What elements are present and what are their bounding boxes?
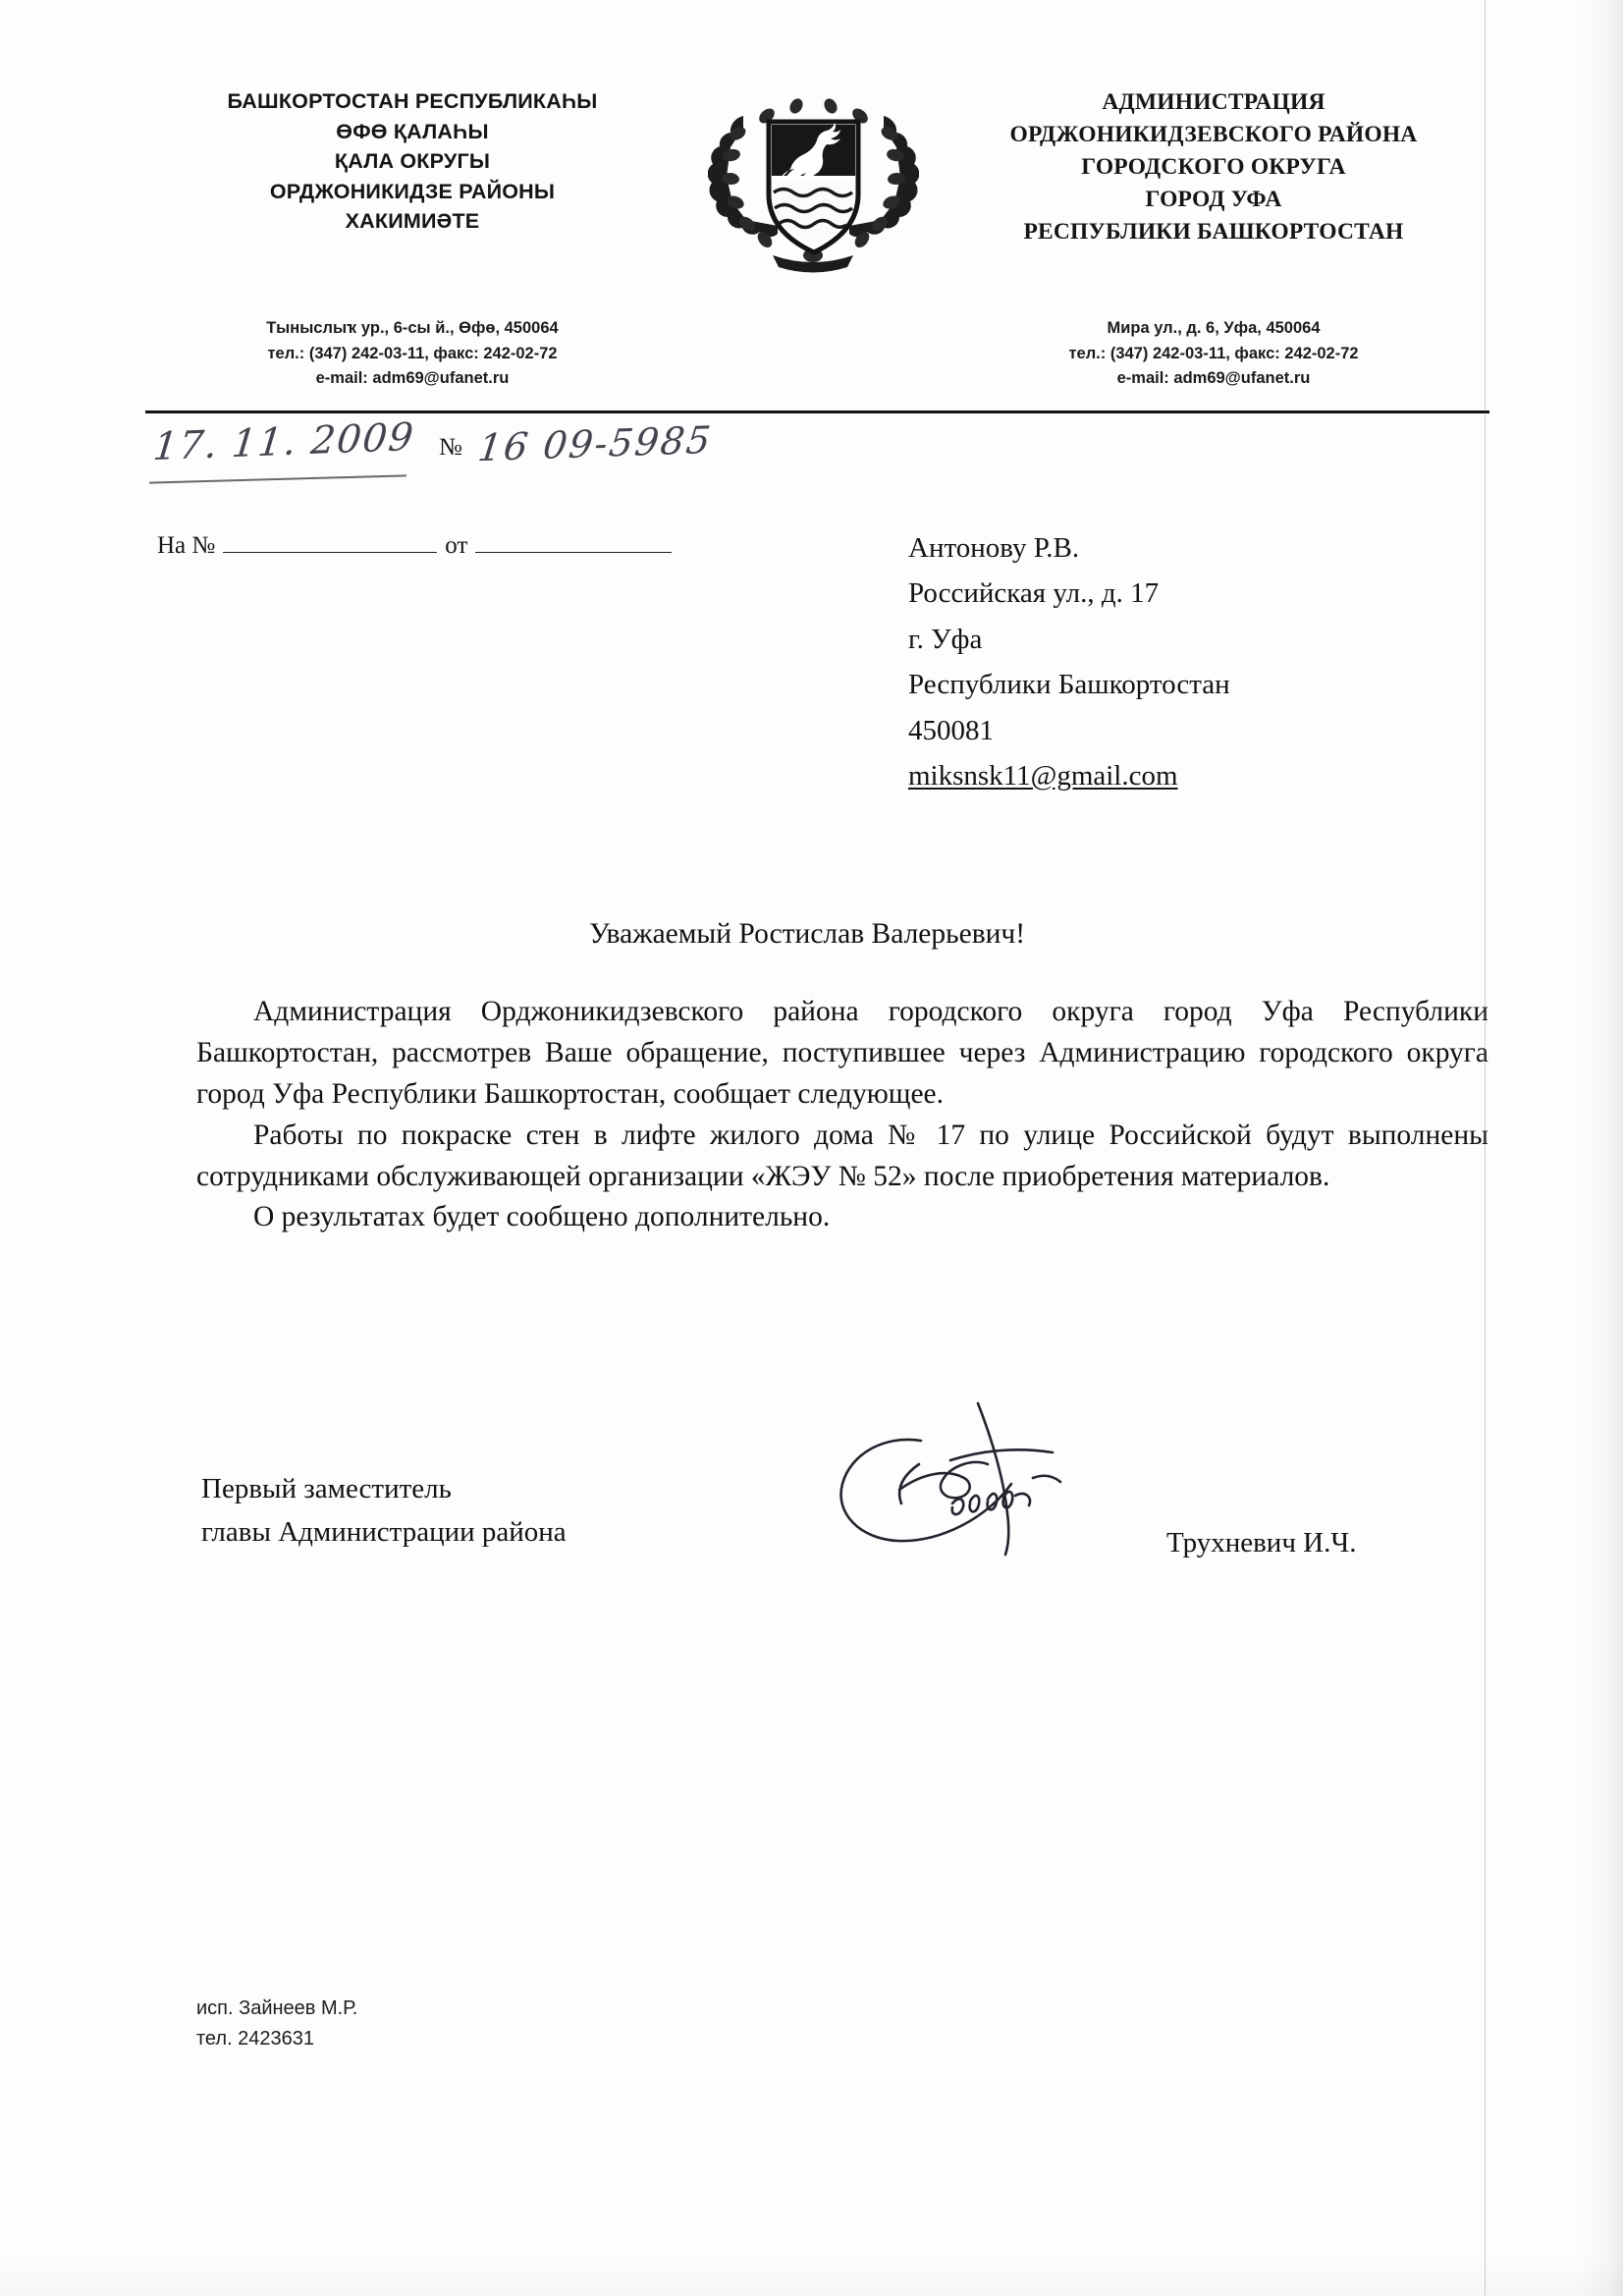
addressee-region: Республики Башкортостан — [908, 669, 1230, 701]
reference-number-blank — [223, 530, 437, 553]
body-paragraph-2: Работы по покраске стен в лифте жилого дома № 17 по улице Российской будут выполнены сотрудниками обслуживающей организации «ЖЭУ № 52» после приобретения материалов. — [196, 1119, 1488, 1192]
handwritten-date: 17. 11. 2009 — [150, 414, 417, 470]
addressee-name: Антонову Р.В. — [908, 532, 1080, 564]
letterhead-russian-block — [939, 86, 1488, 247]
letterhead-russian-line-2: ОРДЖОНИКИДЗЕВСКОГО РАЙОНА — [1009, 121, 1418, 147]
letterhead-bashkir-line-2: ӨФӨ ҚАЛАҺЫ — [336, 119, 489, 143]
letter-body — [196, 992, 1488, 1238]
contacts-russian-email: e-mail: adm69@ufanet.ru — [1116, 369, 1311, 388]
addressee-street: Российская ул., д. 17 — [908, 577, 1160, 610]
scan-shadow-bottom — [0, 2257, 1623, 2296]
contacts-bashkir — [137, 316, 687, 392]
body-paragraph-3: О результатах будет сообщено дополнительно. — [253, 1201, 831, 1233]
letterhead-bashkir-line-3: ҚАЛА ОКРУГЫ — [334, 149, 491, 174]
executor-block — [196, 1994, 357, 2054]
letterhead-bashkir-line-5: ХАКИМИӘТЕ — [345, 209, 480, 234]
scan-shadow-right — [1578, 0, 1623, 2296]
handwritten-signature-icon — [805, 1380, 1159, 1576]
addressee-city: г. Уфа — [908, 623, 983, 655]
coat-of-arms-ufa-marten-icon — [700, 82, 926, 284]
letterhead-russian-line-4: ГОРОД УФА — [1145, 186, 1282, 212]
letterhead-bashkir-line-4: ОРДЖОНИКИДЗЕ РАЙОНЫ — [269, 179, 556, 203]
reference-date-blank — [475, 530, 672, 553]
handwritten-registration-number: 16 09-5985 — [475, 417, 715, 470]
executor-name: исп. Зайнеев М.Р. — [196, 1997, 358, 2019]
letterhead-contacts — [137, 316, 1488, 392]
signatory-position-line-1: Первый заместитель — [201, 1473, 452, 1504]
letterhead-bashkir-block — [137, 86, 687, 237]
signatory-position-line-2: главы Администрации района — [201, 1515, 567, 1548]
salutation: Уважаемый Ростислав Валерьевич! — [589, 918, 1026, 950]
addressee-block — [908, 525, 1230, 798]
reference-line — [157, 530, 672, 560]
signatory-name: Трухневич И.Ч. — [1166, 1527, 1357, 1558]
contacts-russian — [939, 316, 1488, 392]
addressee-postcode: 450081 — [908, 714, 994, 746]
scan-fold-line — [1485, 0, 1486, 2296]
letterhead-russian-line-5: РЕСПУБЛИКИ БАШКОРТОСТАН — [1023, 218, 1404, 245]
contacts-russian-address: Мира ул., д. 6, Уфа, 450064 — [1107, 319, 1321, 337]
number-symbol: № — [439, 434, 462, 461]
contacts-russian-phone: тел.: (347) 242-03-11, факс: 242-02-72 — [1068, 344, 1359, 362]
executor-phone: тел. 2423631 — [196, 2028, 315, 2050]
reference-ot-label: от — [445, 532, 468, 559]
letterhead — [137, 86, 1488, 284]
letterhead-bashkir-line-1: БАШКОРТОСТАН РЕСПУБЛИКАҺЫ — [227, 89, 598, 113]
contacts-bashkir-phone: тел.: (347) 242-03-11, факс: 242-02-72 — [267, 344, 558, 362]
addressee-email[interactable]: miksnsk11@gmail.com — [908, 759, 1178, 792]
letterhead-divider — [145, 410, 1489, 413]
reference-na-nomer-label: На № — [157, 532, 216, 559]
contacts-bashkir-email: e-mail: adm69@ufanet.ru — [315, 369, 510, 388]
letterhead-russian-line-3: ГОРОДСКОГО ОКРУГА — [1081, 153, 1346, 180]
signatory-position — [201, 1468, 567, 1554]
date-underline — [149, 474, 406, 483]
body-paragraph-1: Администрация Орджоникидзевского района городского округа город Уфа Республики Башкортостан, рассмотрев Ваше обращение, поступившее через Администрацию городского округа город Уфа Республики Башкортостан, сообщает следующее. — [196, 996, 1488, 1110]
letterhead-russian-line-1: АДМИНИСТРАЦИЯ — [1102, 89, 1325, 115]
contacts-bashkir-address: Тыныслыҡ ур., 6-сы й., Өфө, 450064 — [266, 319, 559, 337]
